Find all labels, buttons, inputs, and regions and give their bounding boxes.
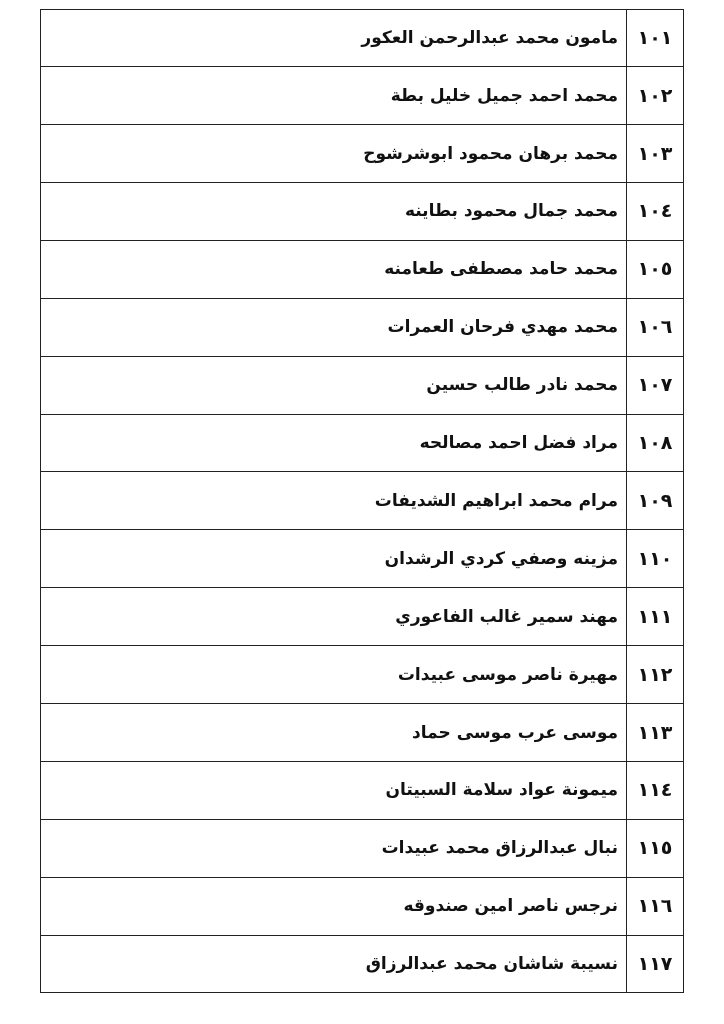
- table-row: [41, 356, 683, 414]
- row-number: ١٠٦: [627, 298, 684, 356]
- row-number: ١١٣: [627, 704, 684, 762]
- table-row: [41, 67, 683, 125]
- row-number: ١٠٥: [627, 240, 684, 298]
- table-row: [41, 125, 683, 183]
- table-row: [41, 240, 683, 298]
- row-number: ١١١: [627, 588, 684, 646]
- row-name: موسى عرب موسى حماد: [41, 704, 627, 762]
- row-number: ١١٤: [627, 762, 684, 820]
- row-name: نسيبة شاشان محمد عبدالرزاق: [365, 953, 618, 974]
- row-number: ١٠٧: [627, 356, 684, 414]
- row-number: ١١٠: [627, 530, 684, 588]
- table-row: [41, 704, 683, 762]
- table-row: [41, 10, 683, 67]
- row-number: ١٠٣: [627, 125, 684, 183]
- row-name: محمد مهدي فرحان العمرات: [41, 298, 627, 356]
- row-number: ١٠٨: [627, 414, 684, 472]
- table-row: [41, 762, 683, 820]
- table-row: [41, 588, 683, 646]
- table-row: [41, 472, 683, 530]
- table-row: [41, 935, 683, 992]
- row-name: محمد نادر طالب حسين: [41, 356, 627, 414]
- table-row: [41, 646, 683, 704]
- roster-table-frame: [40, 9, 684, 993]
- row-name: مزينه وصفي كردي الرشدان: [41, 530, 627, 588]
- table-row: [41, 182, 683, 240]
- table-row: [41, 877, 683, 935]
- row-name: مهند سمير غالب الفاعوري: [41, 588, 627, 646]
- row-number: ١١٢: [627, 646, 684, 704]
- table-row: [41, 530, 683, 588]
- row-name: ميمونة عواد سلامة السبيتان: [41, 762, 627, 820]
- row-name: مهيرة ناصر موسى عبيدات: [41, 646, 627, 704]
- row-name: مرام محمد ابراهيم الشديفات: [41, 472, 627, 530]
- row-name: محمد جمال محمود بطاينه: [41, 182, 627, 240]
- row-name: محمد احمد جميل خليل بطة: [41, 67, 627, 125]
- row-name: مامون محمد عبدالرحمن العكور: [41, 10, 627, 67]
- row-name: نرجس ناصر امين صندوقه: [41, 877, 627, 935]
- table-row: [41, 298, 683, 356]
- roster-table-body: [41, 10, 683, 992]
- row-name: مراد فضل احمد مصالحه: [41, 414, 627, 472]
- row-name: محمد حامد مصطفى طعامنه: [41, 240, 627, 298]
- row-number: ١٠٢: [627, 67, 684, 125]
- row-number: ١٠٩: [627, 472, 684, 530]
- row-number: ١١٧: [627, 935, 684, 992]
- row-name: محمد برهان محمود ابوشرشوح: [41, 125, 627, 183]
- roster-table: [41, 10, 683, 992]
- row-number: ١٠١: [627, 10, 684, 67]
- row-name: نبال عبدالرزاق محمد عبيدات: [41, 819, 627, 877]
- table-row: [41, 819, 683, 877]
- row-number: ١١٥: [627, 819, 684, 877]
- row-number: ١١٦: [627, 877, 684, 935]
- row-number: ١٠٤: [627, 182, 684, 240]
- table-row: [41, 414, 683, 472]
